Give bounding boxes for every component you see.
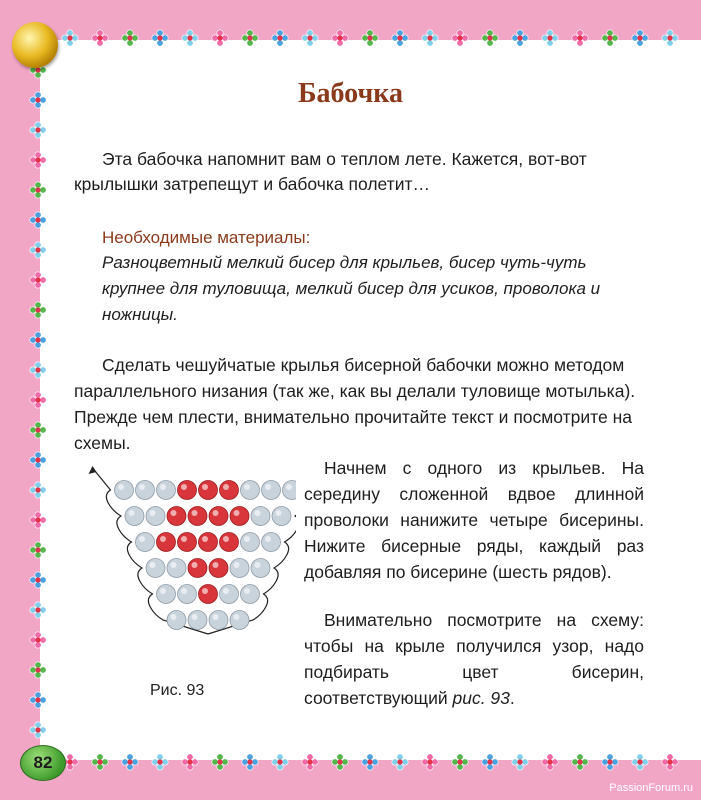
bead-highlight	[244, 588, 250, 594]
paragraph-start-text: Начнем с одного из крыльев. На середину сложенной вдвое длинной проволоки нанижите четыре бисерины. Нижите бисерные ряды, каждый раз добавляя по бисерине (шесть рядов).	[304, 458, 644, 582]
bead-flower-icon	[212, 30, 228, 46]
bead-highlight	[192, 614, 198, 620]
figure-caption: Рис. 93	[150, 682, 205, 699]
bead-highlight	[265, 536, 271, 542]
grey-bead	[136, 533, 155, 552]
bead-scheme-figure	[66, 460, 296, 675]
bead-flower-icon	[62, 30, 78, 46]
bead-highlight	[213, 562, 219, 568]
grey-bead	[167, 611, 186, 630]
bead-highlight	[223, 484, 229, 490]
bead-flower-icon	[662, 754, 678, 770]
bead-highlight	[192, 562, 198, 568]
bead-flower-icon	[242, 754, 258, 770]
bead-flower-icon	[182, 754, 198, 770]
bead-highlight	[255, 510, 261, 516]
bead-highlight	[234, 562, 240, 568]
bead-flower-icon	[152, 30, 168, 46]
bead-highlight	[202, 484, 208, 490]
materials-heading: Необходимые материалы:	[102, 228, 311, 247]
grey-bead	[283, 481, 297, 500]
bead-highlight	[244, 536, 250, 542]
gold-bead-ornament	[12, 22, 58, 68]
red-bead	[188, 507, 207, 526]
bead-highlight	[223, 536, 229, 542]
red-bead	[209, 507, 228, 526]
bead-flower-icon	[30, 692, 46, 708]
bead-flower-icon	[602, 754, 618, 770]
grey-bead	[251, 559, 270, 578]
bead-flower-icon	[362, 754, 378, 770]
intro-text: Эта бабочка напомнит вам о теплом лете. Кажется, вот-вот крылышки затрепещут и бабочка полетит…	[74, 149, 587, 194]
bead-highlight	[150, 562, 156, 568]
grey-bead	[115, 481, 134, 500]
bead-highlight	[160, 588, 166, 594]
grey-bead	[125, 507, 144, 526]
bead-highlight	[139, 484, 145, 490]
red-bead	[220, 481, 239, 500]
bead-highlight	[244, 484, 250, 490]
red-bead	[220, 533, 239, 552]
grey-bead	[241, 585, 260, 604]
bead-highlight	[171, 510, 177, 516]
bead-highlight	[171, 562, 177, 568]
bead-flower-icon	[242, 30, 258, 46]
bead-flower-icon	[30, 422, 46, 438]
bead-flower-icon	[30, 542, 46, 558]
paragraph-scheme-text: Внимательно посмотрите на схему: чтобы на крыле получился узор, надо подбирать цвет бисерин, соответствующий	[304, 610, 644, 708]
paragraph-scheme	[304, 607, 644, 711]
bead-highlight	[171, 614, 177, 620]
page-title: Бабочка	[298, 78, 403, 109]
bead-flower-icon	[30, 212, 46, 228]
bead-flower-icon	[602, 30, 618, 46]
page-number-badge	[20, 745, 66, 781]
bead-highlight	[118, 484, 124, 490]
bead-flower-icon	[332, 30, 348, 46]
bead-highlight	[265, 484, 271, 490]
bead-flower-icon	[30, 482, 46, 498]
bead-flower-icon	[572, 754, 588, 770]
bead-flower-icon	[452, 754, 468, 770]
grey-bead	[178, 585, 197, 604]
bead-flower-icon	[302, 30, 318, 46]
paragraph-method	[74, 352, 646, 456]
grey-bead	[241, 533, 260, 552]
bead-flower-icon	[30, 452, 46, 468]
bead-flower-icon	[152, 754, 168, 770]
grey-bead	[167, 559, 186, 578]
bead-highlight	[181, 536, 187, 542]
arrow-left-icon	[89, 466, 97, 474]
bead-highlight	[129, 510, 135, 516]
grey-bead	[230, 559, 249, 578]
red-bead	[199, 481, 218, 500]
bead-flower-icon	[632, 30, 648, 46]
bead-highlight	[202, 588, 208, 594]
grey-bead	[262, 481, 281, 500]
grey-bead	[220, 585, 239, 604]
paragraph-start	[304, 455, 644, 585]
bead-highlight	[202, 536, 208, 542]
grey-bead	[209, 611, 228, 630]
bead-flower-icon	[662, 30, 678, 46]
bead-highlight	[255, 562, 261, 568]
bead-flower-icon	[422, 30, 438, 46]
grey-bead	[157, 481, 176, 500]
bead-highlight	[160, 484, 166, 490]
red-bead	[157, 533, 176, 552]
bead-flower-icon	[30, 272, 46, 288]
paragraph-method-text: Сделать чешуйчатые крылья бисерной бабочки можно методом параллельного низания (так же, как вы делали туловище мотылька). Прежде чем плести, внимательно прочитайте текст и посмотрите на схемы.	[74, 355, 636, 453]
bead-flower-icon	[362, 30, 378, 46]
bead-highlight	[213, 510, 219, 516]
bead-flower-icon	[332, 754, 348, 770]
bead-flower-icon	[212, 754, 228, 770]
materials-text: Разноцветный мелкий бисер для крыльев, бисер чуть-чуть крупнее для туловища, мелкий бисер для усиков, проволока и ножницы.	[102, 253, 601, 324]
red-bead	[209, 559, 228, 578]
red-bead	[199, 585, 218, 604]
intro-paragraph	[74, 147, 644, 197]
grey-bead	[188, 611, 207, 630]
grey-bead	[230, 611, 249, 630]
bead-flower-icon	[422, 754, 438, 770]
bead-flower-icon	[30, 512, 46, 528]
bead-highlight	[150, 510, 156, 516]
red-bead	[188, 559, 207, 578]
bead-flower-icon	[30, 632, 46, 648]
bead-highlight	[160, 536, 166, 542]
bead-flower-icon	[30, 182, 46, 198]
red-bead	[178, 533, 197, 552]
red-bead	[199, 533, 218, 552]
red-bead	[167, 507, 186, 526]
bead-flower-icon	[272, 30, 288, 46]
bead-flower-icon	[30, 332, 46, 348]
bead-flower-icon	[122, 30, 138, 46]
grey-bead	[272, 507, 291, 526]
bead-flower-icon	[512, 754, 528, 770]
paragraph-scheme-end: .	[509, 688, 515, 708]
bead-highlight	[192, 510, 198, 516]
bead-flower-icon	[302, 754, 318, 770]
bead-flower-icon	[122, 754, 138, 770]
grey-bead	[146, 559, 165, 578]
bead-highlight	[234, 614, 240, 620]
bead-flower-icon	[632, 754, 648, 770]
bead-flower-icon	[482, 754, 498, 770]
figure-reference: рис. 93	[452, 688, 510, 708]
bead-flower-icon	[30, 242, 46, 258]
grey-bead	[157, 585, 176, 604]
grey-bead	[262, 533, 281, 552]
bead-highlight	[181, 588, 187, 594]
bead-flower-icon	[30, 152, 46, 168]
bead-flower-icon	[30, 602, 46, 618]
bead-flower-icon	[30, 662, 46, 678]
bead-highlight	[181, 484, 187, 490]
watermark: PassionForum.ru	[609, 782, 693, 794]
bead-flower-icon	[392, 754, 408, 770]
bead-flower-icon	[272, 754, 288, 770]
page-number: 82	[33, 753, 53, 772]
bead-flower-icon	[452, 30, 468, 46]
grey-bead	[136, 481, 155, 500]
grey-bead	[251, 507, 270, 526]
bead-flower-icon	[512, 30, 528, 46]
bead-flower-icon	[30, 362, 46, 378]
bead-highlight	[139, 536, 145, 542]
grey-bead	[241, 481, 260, 500]
bead-highlight	[234, 510, 240, 516]
bead-highlight	[223, 588, 229, 594]
bead-flower-icon	[30, 302, 46, 318]
bead-flower-icon	[30, 572, 46, 588]
bead-flower-icon	[542, 30, 558, 46]
bead-flower-icon	[572, 30, 588, 46]
red-bead	[230, 507, 249, 526]
bead-flower-icon	[182, 30, 198, 46]
bead-flower-icon	[542, 754, 558, 770]
bead-highlight	[286, 484, 292, 490]
bead-flower-icon	[30, 722, 46, 738]
bead-flower-icon	[92, 30, 108, 46]
bead-flower-icon	[92, 754, 108, 770]
bead-highlight	[276, 510, 282, 516]
bead-flower-icon	[30, 122, 46, 138]
bead-flower-icon	[392, 30, 408, 46]
bead-flower-icon	[482, 30, 498, 46]
red-bead	[178, 481, 197, 500]
bead-highlight	[213, 614, 219, 620]
grey-bead	[146, 507, 165, 526]
bead-flower-icon	[30, 392, 46, 408]
